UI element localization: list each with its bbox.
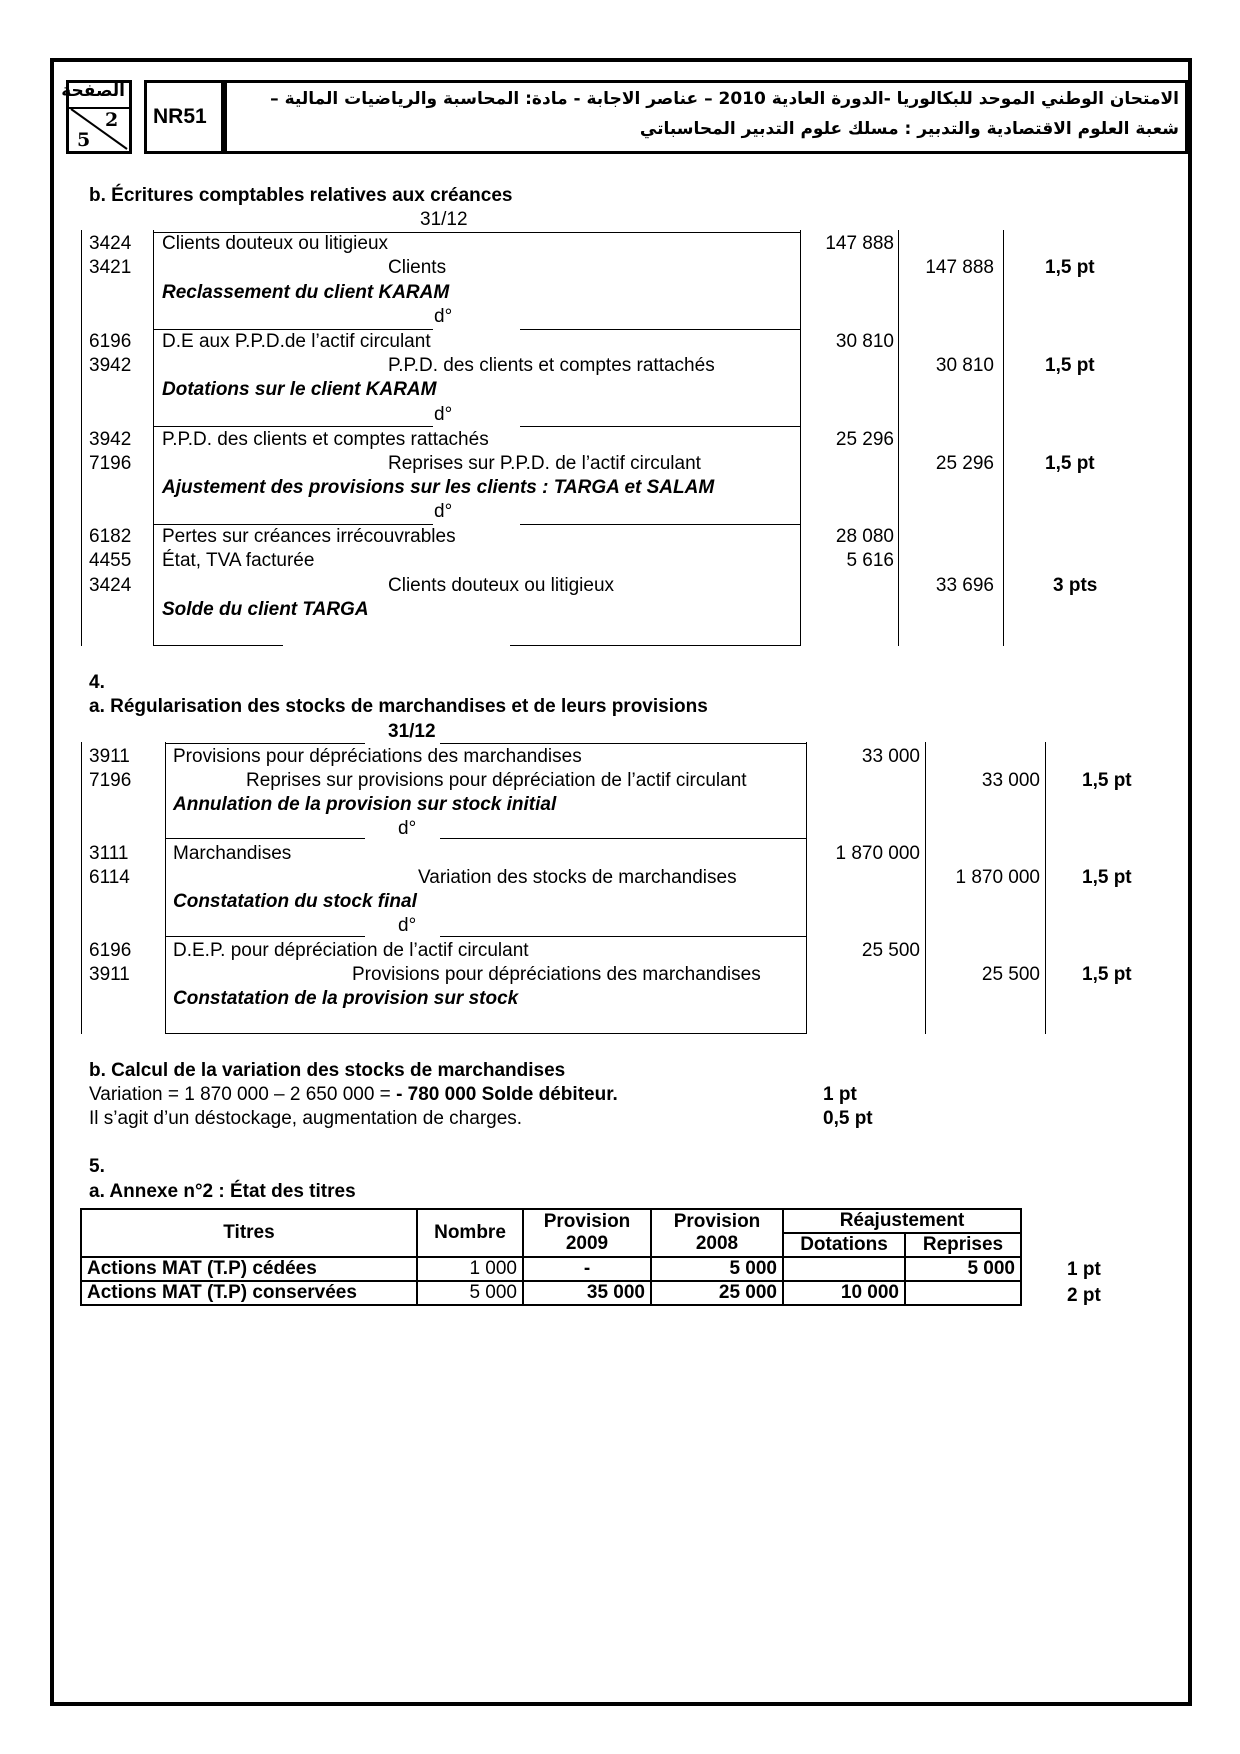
account-number: 3424 bbox=[89, 233, 132, 254]
entry-label: Variation des stocks de marchandises bbox=[418, 867, 737, 888]
calc-line-1 bbox=[89, 1083, 618, 1107]
titres-table bbox=[80, 1208, 1022, 1306]
section-b-title: b. Écritures comptables relatives aux créances bbox=[89, 185, 513, 206]
journal-4-rule bbox=[1045, 742, 1046, 1034]
journal-b-rule bbox=[153, 645, 283, 646]
account-number: 6196 bbox=[89, 940, 132, 961]
section-4-title: a. Régularisation des stocks de marchandises et de leurs provisions bbox=[89, 696, 708, 717]
debit-amount: 5 616 bbox=[846, 550, 894, 571]
col-reajustement: Réajustement bbox=[783, 1209, 1021, 1233]
calc-title: b. Calcul de la variation des stocks de marchandises bbox=[89, 1060, 566, 1081]
points: 1 pt bbox=[1067, 1259, 1101, 1280]
cell-reprises bbox=[905, 1281, 1021, 1305]
entry-label: P.P.D. des clients et comptes rattachés bbox=[388, 355, 715, 376]
journal-b-rule bbox=[1003, 230, 1004, 646]
entry-label: D.E aux P.P.D.de l’actif circulant bbox=[162, 331, 431, 352]
journal-b-rule bbox=[520, 329, 800, 330]
debit-amount: 25 296 bbox=[835, 429, 894, 450]
points: 1,5 pt bbox=[1045, 355, 1095, 376]
cell-reprises: 5 000 bbox=[905, 1257, 1021, 1281]
points: 2 pt bbox=[1067, 1285, 1101, 1306]
debit-amount: 147 888 bbox=[825, 233, 894, 254]
account-number: 3111 bbox=[89, 843, 129, 864]
journal-b-rule bbox=[153, 426, 433, 427]
journal-4-rule bbox=[440, 936, 806, 937]
points: 3 pts bbox=[1053, 575, 1098, 596]
journal-b-rule bbox=[153, 230, 154, 646]
header-text: 2008 bbox=[695, 1233, 739, 1254]
points: 1,5 pt bbox=[1045, 453, 1095, 474]
points: 1,5 pt bbox=[1045, 257, 1095, 278]
account-number: 7196 bbox=[89, 770, 132, 791]
col-provision-2009 bbox=[523, 1209, 651, 1257]
journal-4-rule bbox=[165, 743, 365, 744]
journal-4-rule bbox=[165, 1033, 806, 1034]
entry-label: Clients douteux ou litigieux bbox=[162, 233, 389, 254]
debit-amount: 28 080 bbox=[835, 526, 894, 547]
account-number: 3911 bbox=[89, 964, 130, 985]
points: 1,5 pt bbox=[1082, 770, 1132, 791]
account-number: 4455 bbox=[89, 550, 132, 571]
account-number: 3424 bbox=[89, 575, 132, 596]
entry-libelle: Constatation du stock final bbox=[173, 891, 417, 912]
credit-amount: 30 810 bbox=[935, 355, 994, 376]
entry-label: Marchandises bbox=[173, 843, 292, 864]
calc-formula: Variation = 1 870 000 – 2 650 000 = bbox=[89, 1084, 397, 1105]
debit-amount: 1 870 000 bbox=[835, 843, 920, 864]
points: 1,5 pt bbox=[1082, 867, 1132, 888]
journal-b-rule bbox=[510, 232, 800, 233]
entry-label: Clients douteux ou litigieux bbox=[388, 575, 615, 596]
section-5-title: a. Annexe n°2 : État des titres bbox=[89, 1181, 356, 1202]
cell-prov2008: 25 000 bbox=[651, 1281, 783, 1305]
calc-result: - 780 000 Solde débiteur. bbox=[396, 1084, 618, 1105]
entry-label: Provisions pour dépréciations des marchandises bbox=[352, 964, 761, 985]
journal-b-rule bbox=[898, 230, 899, 646]
entry-label: Provisions pour dépréciations des marchandises bbox=[173, 746, 582, 767]
points: 1,5 pt bbox=[1082, 964, 1132, 985]
entry-label: P.P.D. des clients et comptes rattachés bbox=[162, 429, 489, 450]
journal-4-rule bbox=[440, 838, 806, 839]
cell-dotations: 10 000 bbox=[783, 1281, 905, 1305]
account-number: 7196 bbox=[89, 453, 132, 474]
section-5-number: 5. bbox=[89, 1156, 105, 1177]
entry-label: Reprises sur P.P.D. de l’actif circulant bbox=[388, 453, 701, 474]
page-total: 5 bbox=[77, 129, 91, 151]
points: 1 pt bbox=[823, 1084, 857, 1105]
cell-titre: Actions MAT (T.P) cédées bbox=[81, 1257, 417, 1281]
account-number: 3942 bbox=[89, 355, 132, 376]
debit-amount: 25 500 bbox=[861, 940, 920, 961]
ditto-mark: d° bbox=[398, 818, 417, 839]
journal-b-rule bbox=[520, 524, 800, 525]
code-box bbox=[144, 80, 224, 154]
account-number: 3911 bbox=[89, 746, 130, 767]
account-number: 3942 bbox=[89, 429, 132, 450]
header-text: 2009 bbox=[565, 1233, 609, 1254]
journal-4-left-rule bbox=[81, 742, 82, 1034]
cell-nombre: 5 000 bbox=[417, 1281, 523, 1305]
debit-amount: 30 810 bbox=[835, 331, 894, 352]
account-number: 6196 bbox=[89, 331, 132, 352]
section-4-number: 4. bbox=[89, 672, 105, 693]
points: 0,5 pt bbox=[823, 1108, 873, 1129]
entry-label: Clients bbox=[388, 257, 447, 278]
journal-b-rule bbox=[800, 230, 801, 646]
cell-prov2009: 35 000 bbox=[523, 1281, 651, 1305]
page-number-box bbox=[61, 80, 132, 154]
page-label: الصفحة bbox=[61, 81, 125, 101]
header-text: Provision bbox=[543, 1211, 631, 1232]
ditto-mark: d° bbox=[434, 404, 453, 425]
cell-dotations bbox=[783, 1257, 905, 1281]
col-titres: Titres bbox=[81, 1209, 417, 1257]
entry-label: Reprises sur provisions pour dépréciation de l’actif circulant bbox=[246, 770, 747, 791]
debit-amount: 33 000 bbox=[861, 746, 920, 767]
journal-4-rule bbox=[165, 838, 365, 839]
table-header-row bbox=[81, 1209, 1021, 1233]
entry-label: État, TVA facturée bbox=[162, 550, 315, 571]
ditto-mark: d° bbox=[434, 501, 453, 522]
account-number: 6114 bbox=[89, 867, 130, 888]
journal-4-rule bbox=[165, 936, 365, 937]
title-box bbox=[224, 80, 1188, 154]
credit-amount: 147 888 bbox=[925, 257, 994, 278]
credit-amount: 33 000 bbox=[981, 770, 1040, 791]
entry-libelle: Reclassement du client KARAM bbox=[162, 282, 450, 303]
exam-code: NR51 bbox=[153, 105, 207, 128]
col-reprises: Reprises bbox=[905, 1233, 1021, 1257]
cell-prov2009: - bbox=[523, 1257, 651, 1281]
header-line-1: الامتحان الوطني الموحد للبكالوريا -الدورة العادية 2010 – عناصر الاجابة - مادة: المحاسبة والرياضيات المالية – bbox=[270, 89, 1179, 109]
entry-libelle: Dotations sur le client KARAM bbox=[162, 379, 437, 400]
section-4-date: 31/12 bbox=[388, 721, 436, 742]
table-row bbox=[81, 1281, 1021, 1305]
entry-label: D.E.P. pour dépréciation de l’actif circulant bbox=[173, 940, 529, 961]
journal-4-rule bbox=[440, 743, 806, 744]
entry-libelle: Constatation de la provision sur stock bbox=[173, 988, 519, 1009]
journal-b-rule bbox=[520, 426, 800, 427]
col-nombre: Nombre bbox=[417, 1209, 523, 1257]
cell-prov2008: 5 000 bbox=[651, 1257, 783, 1281]
ditto-mark: d° bbox=[434, 306, 453, 327]
entry-label: Pertes sur créances irrécouvrables bbox=[162, 526, 456, 547]
journal-4-rule bbox=[165, 742, 166, 1034]
credit-amount: 25 500 bbox=[981, 964, 1040, 985]
journal-b-left-rule bbox=[81, 230, 82, 646]
journal-b-rule bbox=[510, 645, 800, 646]
account-number: 3421 bbox=[89, 257, 132, 278]
entry-libelle: Ajustement des provisions sur les clients : TARGA et SALAM bbox=[162, 477, 715, 498]
journal-4-rule bbox=[925, 742, 926, 1034]
col-dotations: Dotations bbox=[783, 1233, 905, 1257]
header-line-2: شعبة العلوم الاقتصادية والتدبير : مسلك علوم التدبير المحاسباتي bbox=[639, 119, 1179, 139]
ditto-mark: d° bbox=[398, 915, 417, 936]
cell-nombre: 1 000 bbox=[417, 1257, 523, 1281]
entry-libelle: Annulation de la provision sur stock initial bbox=[173, 794, 557, 815]
calc-line-2: Il s’agit d’un déstockage, augmentation de charges. bbox=[89, 1108, 523, 1129]
credit-amount: 25 296 bbox=[935, 453, 994, 474]
journal-4-rule bbox=[806, 742, 807, 1034]
table-row bbox=[81, 1257, 1021, 1281]
cell-titre: Actions MAT (T.P) conservées bbox=[81, 1281, 417, 1305]
account-number: 6182 bbox=[89, 526, 132, 547]
credit-amount: 1 870 000 bbox=[955, 867, 1040, 888]
page-number: 2 bbox=[105, 109, 119, 131]
section-b-date: 31/12 bbox=[420, 209, 468, 230]
col-provision-2008 bbox=[651, 1209, 783, 1257]
credit-amount: 33 696 bbox=[935, 575, 994, 596]
header-text: Provision bbox=[673, 1211, 761, 1232]
entry-libelle: Solde du client TARGA bbox=[162, 599, 369, 620]
